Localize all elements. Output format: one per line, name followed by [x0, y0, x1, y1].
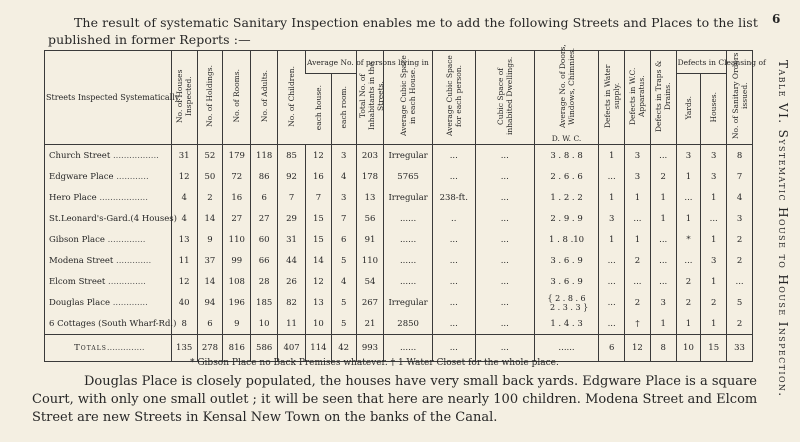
street-name: Modena Street	[49, 255, 114, 266]
cell: 1	[701, 313, 727, 335]
header-avg-cubic-person: Average Cubic Space for each person.	[444, 55, 463, 137]
cell: 29	[278, 208, 306, 229]
intro-paragraph	[48, 14, 758, 48]
cell: 52	[197, 145, 223, 167]
totals-label: Totals	[74, 343, 107, 353]
cell: 31	[171, 145, 197, 167]
cell: 178	[356, 166, 384, 187]
cell: ...	[650, 250, 676, 271]
table-row	[45, 208, 753, 229]
cell: 1 . 2 . 2	[534, 187, 598, 208]
cell: 92	[278, 166, 306, 187]
page-number: 6	[772, 12, 781, 26]
cell: 3	[331, 187, 356, 208]
cell: 1	[676, 313, 701, 335]
cell: 12	[306, 145, 332, 167]
cell: ...	[475, 292, 534, 313]
cell: ...	[432, 271, 475, 292]
header-yards: Yards.	[683, 95, 693, 120]
cell: 4	[171, 208, 197, 229]
cell: 10	[251, 313, 278, 335]
cell: ...	[475, 313, 534, 335]
header-orders: No. of Sanitary Orders issued.	[730, 52, 749, 140]
table-row: Church Street ................. 31 52 179 118 85 12 3 203 Irregular ... ... 3 . 8 . 8 1 3 ... 3 3 8	[45, 145, 753, 167]
cell: 27	[223, 208, 251, 229]
header-water-supply: Defects in Water supply.	[602, 64, 621, 128]
header-rooms: No. of Rooms.	[232, 69, 242, 123]
cell: ......	[384, 250, 432, 271]
street-name: Elcom Street	[49, 276, 106, 287]
cell: ...	[650, 271, 676, 292]
cell: Irregular	[384, 187, 432, 208]
total-cell: 6	[599, 335, 625, 362]
cell: ...	[650, 229, 676, 250]
cell: ...	[432, 313, 475, 335]
cell: 56	[356, 208, 384, 229]
cell: 5	[727, 292, 753, 313]
total-cell: 33	[727, 335, 753, 362]
total-cell: 114	[306, 335, 332, 362]
cell: 2	[727, 313, 753, 335]
cell: ...	[432, 145, 475, 167]
header-streets: Streets Inspected Systematically.	[45, 51, 172, 145]
cell: 2	[676, 292, 701, 313]
cell: 12	[171, 271, 197, 292]
cell: ...	[727, 271, 753, 292]
cell: 15	[306, 229, 332, 250]
cell: 82	[278, 292, 306, 313]
total-cell: 816	[223, 335, 251, 362]
cell: 1	[599, 229, 625, 250]
header-cleansing: Defects in Cleansing of	[676, 51, 727, 74]
cell: 3 . 8 . 8	[534, 145, 598, 167]
cell: ...	[599, 166, 625, 187]
cell: 1	[676, 208, 701, 229]
total-cell: 278	[197, 335, 223, 362]
header-total-inhabitants: Total No. of Inhabitants in the Streets.	[357, 62, 385, 130]
cell: 267	[356, 292, 384, 313]
cell: ...	[432, 166, 475, 187]
cell: 2	[625, 292, 651, 313]
cell: ...	[432, 229, 475, 250]
street-name: St.Leonard's-Gard.(4 Houses)	[49, 213, 177, 224]
table-side-title: Table VI. Systematic House to House Inspection.	[776, 60, 790, 398]
total-cell: 135	[171, 335, 197, 362]
cell: ...	[475, 229, 534, 250]
cell: ...	[599, 250, 625, 271]
cell: 238-ft.	[432, 187, 475, 208]
cell: 7	[306, 187, 332, 208]
cell: 31	[278, 229, 306, 250]
cell: 3	[625, 145, 651, 167]
cell: 1	[625, 187, 651, 208]
cell: 14	[197, 208, 223, 229]
cell: 13	[306, 292, 332, 313]
cell: 3	[701, 145, 727, 167]
cell: 1	[701, 271, 727, 292]
cell: 54	[356, 271, 384, 292]
table-row: Douglas Place ............. 40 94 196 185 82 13 5 267 Irregular ... ... { 2 . 8 . 6 2 . 3 . 3 } ... 2 3 2 2 5	[45, 292, 753, 313]
cell: ...	[625, 271, 651, 292]
cell: 1	[650, 313, 676, 335]
cell: 3	[676, 145, 701, 167]
street-name: Gibson Place	[49, 234, 105, 245]
cell: 4	[331, 166, 356, 187]
total-cell: 15	[701, 335, 727, 362]
header-adults: No. of Adults.	[259, 69, 269, 123]
cell: 3	[701, 250, 727, 271]
cell: ...	[650, 145, 676, 167]
cell: ...	[475, 187, 534, 208]
cell: ......	[384, 208, 432, 229]
total-cell: 42	[331, 335, 356, 362]
closing-text: Douglas Place is closely populated, the houses have very small back yards. Edgware Place is a square Court, with only one small outlet ; it will be seen that here are nearly 100 children. Modena Street and Elcom Street are new Streets in Kensal New Town on the banks of the Canal.	[32, 374, 758, 425]
cell: 6	[331, 229, 356, 250]
cell: ...	[475, 271, 534, 292]
cell: 44	[278, 250, 306, 271]
street-name: Douglas Place	[49, 297, 110, 308]
cell: 1	[650, 187, 676, 208]
cell: *	[676, 229, 701, 250]
street-name: Church Street	[49, 150, 111, 161]
street-name: Edgware Place	[49, 171, 114, 182]
cell: ...	[676, 187, 701, 208]
cell: 66	[251, 250, 278, 271]
header-avg-cubic-house: Average Cubic Space in each House.	[399, 55, 418, 137]
header-each-house: each house.	[313, 84, 323, 131]
cell: 3	[331, 145, 356, 167]
header-each-room: each room.	[339, 86, 349, 129]
cell: ......	[384, 229, 432, 250]
cell: 8	[727, 145, 753, 167]
cell: †	[625, 313, 651, 335]
cell: 16	[223, 187, 251, 208]
cell: 2	[197, 187, 223, 208]
cell: ...	[625, 208, 651, 229]
cell: ...	[599, 313, 625, 335]
cell: Irregular	[384, 145, 432, 167]
cell: 60	[251, 229, 278, 250]
cell: 4	[727, 187, 753, 208]
header-children: No. of Children.	[287, 65, 297, 127]
cell: ...	[432, 292, 475, 313]
cell: 26	[278, 271, 306, 292]
table-row: Modena Street ............. 11 37 99 66 44 14 5 110 ...... ... ... 3 . 6 . 9 ... 2 ... ... 3 2	[45, 250, 753, 271]
table-row	[45, 313, 753, 335]
cell: ...	[701, 208, 727, 229]
cell: Irregular	[384, 292, 432, 313]
cell: 1 . 8 .10	[534, 229, 598, 250]
total-cell: 10	[676, 335, 701, 362]
cell: 16	[306, 166, 332, 187]
cell: 4	[171, 187, 197, 208]
cell: 2	[625, 250, 651, 271]
table-row: Elcom Street .............. 12 14 108 28 26 12 4 54 ...... ... ... 3 . 6 . 9 ... ... ... 2 1 ...	[45, 271, 753, 292]
header-wc-apparatus: Defects in W.C. Apparatus.	[628, 67, 647, 125]
cell: 5	[331, 313, 356, 335]
cell: 5765	[384, 166, 432, 187]
header-avg-doors: Average No. of Doors, Windows, Chimnies.	[557, 44, 576, 128]
cell: 10	[306, 313, 332, 335]
cell: 11	[171, 250, 197, 271]
cell: 6	[197, 313, 223, 335]
cell: ...	[475, 166, 534, 187]
header-traps-drains: Defects in Traps & Drains.	[654, 60, 673, 132]
cell: ...	[676, 250, 701, 271]
cell: 1	[599, 187, 625, 208]
cell: 5	[331, 250, 356, 271]
cell: ...	[475, 145, 534, 167]
cell: 86	[251, 166, 278, 187]
cell: 13	[356, 187, 384, 208]
cell: 3	[701, 166, 727, 187]
cell: 85	[278, 145, 306, 167]
cell: 72	[223, 166, 251, 187]
header-cubic-inhabited: Cubic Space of inhabited Dwellings.	[495, 56, 514, 136]
cell: 185	[251, 292, 278, 313]
cell: 3	[599, 208, 625, 229]
street-name: 6 Cottages (South Wharf-Rd.)	[49, 318, 177, 329]
cell: 12	[171, 166, 197, 187]
cell: 14	[306, 250, 332, 271]
total-cell: 586	[251, 335, 278, 362]
cell: 108	[223, 271, 251, 292]
cell: 40	[171, 292, 197, 313]
cell: 2	[727, 250, 753, 271]
table-footnote: * Gibson Place no Back Premises whatever. † 1 Water Closet for the whole place.	[190, 358, 559, 368]
cell: ...	[432, 250, 475, 271]
total-cell: 8	[650, 335, 676, 362]
cell: 2 . 8 . 6	[555, 293, 586, 303]
cell: 2 . 9 . 9	[534, 208, 598, 229]
cell: ......	[384, 271, 432, 292]
cell: 1	[625, 229, 651, 250]
cell: 3	[650, 292, 676, 313]
cell: 110	[356, 250, 384, 271]
cell: 3	[727, 208, 753, 229]
cell: ...	[599, 271, 625, 292]
cell: 7	[278, 187, 306, 208]
header-holdings: No. of Holdings.	[205, 65, 215, 127]
cell: 1	[599, 145, 625, 167]
cell: ...	[475, 250, 534, 271]
header-dwc: D. W. C.	[551, 134, 582, 143]
cell: 3	[625, 166, 651, 187]
cell: 6	[251, 187, 278, 208]
cell: 13	[171, 229, 197, 250]
cell: 1	[676, 166, 701, 187]
header-houses: Houses.	[709, 92, 719, 123]
cell: 37	[197, 250, 223, 271]
cell: 91	[356, 229, 384, 250]
cell: 1	[650, 208, 676, 229]
totals-row: Totals.............. 135 278 816 586 407 114 42 993 ...... ... ... ...... 6 12 8 10 15 33	[45, 335, 753, 362]
cell: 110	[223, 229, 251, 250]
inspection-table	[44, 44, 766, 362]
table-row: Edgware Place ............ 12 50 72 86 92 16 4 178 5765 ... ... 2 . 6 . 6 ... 3 2 1 3 7	[45, 166, 753, 187]
cell: 2850	[384, 313, 432, 335]
cell: 3 . 6 . 9	[534, 271, 598, 292]
total-cell: ......	[534, 335, 598, 362]
cell: 14	[197, 271, 223, 292]
cell: 196	[223, 292, 251, 313]
cell: 2	[676, 271, 701, 292]
cell: 27	[251, 208, 278, 229]
cell: 11	[278, 313, 306, 335]
doors-windows-cell: { 2 . 8 . 6 2 . 3 . 3 }	[534, 292, 598, 313]
cell: 2	[650, 166, 676, 187]
cell: 5	[331, 292, 356, 313]
cell: 1	[701, 187, 727, 208]
cell: 28	[251, 271, 278, 292]
cell: 15	[306, 208, 332, 229]
cell: 12	[306, 271, 332, 292]
intro-text: The result of systematic Sanitary Inspection enables me to add the following Streets and Places to the list published in former Reports :—	[48, 15, 758, 47]
total-cell: ...	[432, 335, 475, 362]
cell: 7	[727, 166, 753, 187]
cell: ...	[599, 292, 625, 313]
cell: 1	[701, 229, 727, 250]
cell: 2	[727, 229, 753, 250]
cell: 50	[197, 166, 223, 187]
cell: 1 . 4 . 3	[534, 313, 598, 335]
table-row: Gibson Place .............. 13 9 110 60 31 15 6 91 ...... ... ... 1 . 8 .10 1 1 ... * 1 2	[45, 229, 753, 250]
total-cell: 407	[278, 335, 306, 362]
cell: 21	[356, 313, 384, 335]
total-cell: ......	[384, 335, 432, 362]
cell: 8	[171, 313, 197, 335]
total-cell: ...	[475, 335, 534, 362]
total-cell: 12	[625, 335, 651, 362]
cell: 7	[331, 208, 356, 229]
cell: ...	[475, 208, 534, 229]
cell: 2 . 6 . 6	[534, 166, 598, 187]
cell: 2	[701, 292, 727, 313]
cell: 9	[223, 313, 251, 335]
total-cell: 993	[356, 335, 384, 362]
cell: 94	[197, 292, 223, 313]
header-avg-persons: Average No. of persons living in	[306, 51, 357, 74]
cell: 3 . 6 . 9	[534, 250, 598, 271]
street-name: Hero Place	[49, 192, 97, 203]
cell: 4	[331, 271, 356, 292]
header-houses-inspected: No. of Houses Inspected.	[175, 69, 194, 123]
cell: ..	[432, 208, 475, 229]
cell: 2 . 3 . 3	[550, 302, 581, 312]
cell: 9	[197, 229, 223, 250]
cell: 179	[223, 145, 251, 167]
cell: 203	[356, 145, 384, 167]
table-row: Hero Place .................. 4 2 16 6 7 7 3 13 Irregular 238-ft. ... 1 . 2 . 2 1 1 1 ... 1 4	[45, 187, 753, 208]
closing-paragraph	[32, 373, 772, 427]
cell: 118	[251, 145, 278, 167]
cell: 99	[223, 250, 251, 271]
